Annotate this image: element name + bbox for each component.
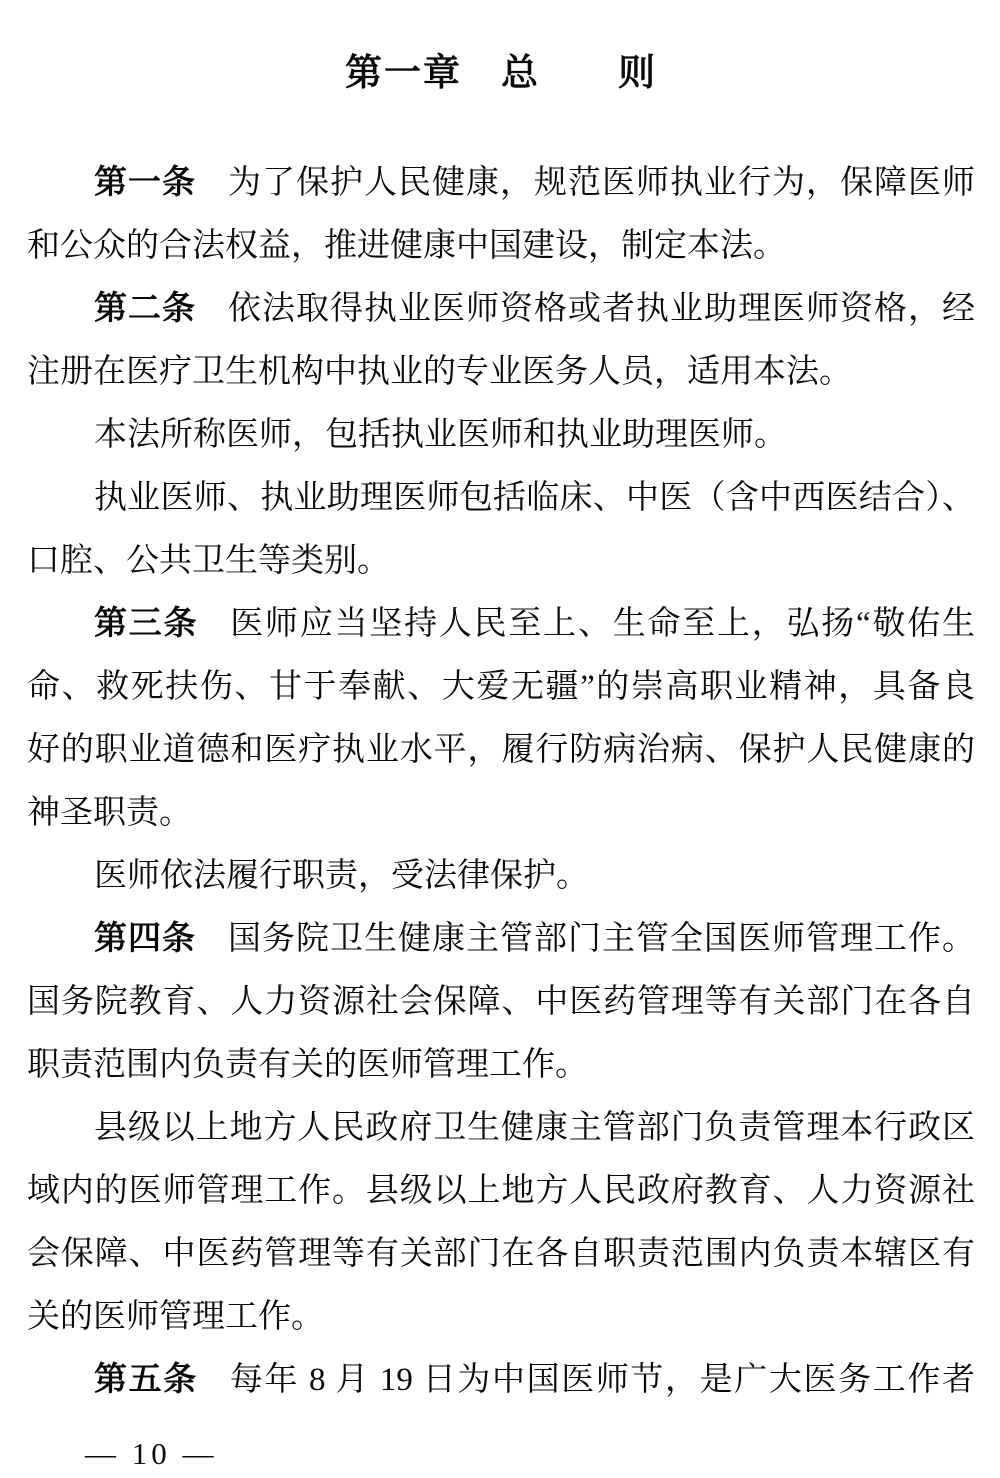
text-line <box>27 341 975 404</box>
line-text: 域内的医师管理工作。县级以上地方人民政府教育、人力资源社 <box>27 1173 975 1209</box>
text-line <box>27 404 975 467</box>
text-line <box>27 530 975 593</box>
text-line <box>27 215 975 278</box>
line-text: 关的医师管理工作。 <box>27 1299 324 1335</box>
paragraph <box>27 1097 975 1349</box>
text-line <box>27 782 975 845</box>
line-text: 职责范围内负责有关的医师管理工作。 <box>27 1047 588 1083</box>
paragraph <box>27 845 975 908</box>
chapter-heading: 第一章 总 则 <box>345 52 657 93</box>
document-body <box>27 152 975 1412</box>
line-text: 神圣职责。 <box>27 795 192 831</box>
line-text: 每年 8 月 19 日为中国医师节，是广大医务工作者 <box>229 1362 975 1398</box>
line-text: 依法取得执业医师资格或者执业助理医师资格，经 <box>228 291 975 327</box>
text-line <box>27 1223 975 1286</box>
text-line <box>27 278 975 341</box>
line-text: 注册在医疗卫生机构中执业的专业医务人员，适用本法。 <box>27 354 852 390</box>
article-number: 第一条 <box>94 165 196 201</box>
line-text: 会保障、中医药管理等有关部门在各自职责范围内负责本辖区有 <box>27 1236 975 1272</box>
article-number: 第二条 <box>94 291 196 327</box>
paragraph <box>27 278 975 404</box>
line-text: 县级以上地方人民政府卫生健康主管部门负责管理本行政区 <box>94 1110 975 1146</box>
line-text: 为了保护人民健康，规范医师执业行为，保障医师 <box>228 165 975 201</box>
text-line <box>27 1034 975 1097</box>
line-text: 国务院教育、人力资源社会保障、中医药管理等有关部门在各自 <box>27 984 975 1020</box>
article-number: 第四条 <box>94 921 196 957</box>
page-number: — 10 — <box>85 1436 218 1471</box>
text-line <box>27 971 975 1034</box>
line-text: 医师应当坚持人民至上、生命至上，弘扬“敬佑生 <box>230 606 975 642</box>
line-text: 国务院卫生健康主管部门主管全国医师管理工作。 <box>228 921 975 957</box>
line-text: 执业医师、执业助理医师包括临床、中医（含中西医结合）、 <box>94 480 975 516</box>
line-text: 本法所称医师，包括执业医师和执业助理医师。 <box>94 417 787 453</box>
text-line <box>27 1097 975 1160</box>
text-line <box>27 845 975 908</box>
text-line <box>27 152 975 215</box>
line-text: 医师依法履行职责，受法律保护。 <box>94 858 589 894</box>
text-line <box>27 467 975 530</box>
article-number: 第五条 <box>94 1362 198 1398</box>
text-line <box>27 1286 975 1349</box>
line-text: 好的职业道德和医疗执业水平，履行防病治病、保护人民健康的 <box>27 732 975 768</box>
article-number: 第三条 <box>94 606 199 642</box>
text-line <box>27 719 975 782</box>
paragraph <box>27 908 975 1097</box>
paragraph <box>27 467 975 593</box>
page-footer <box>38 1400 218 1478</box>
text-line <box>27 656 975 719</box>
text-line <box>27 908 975 971</box>
line-text: 口腔、公共卫生等类别。 <box>27 543 390 579</box>
text-line <box>27 1160 975 1223</box>
paragraph <box>27 152 975 278</box>
paragraph <box>27 593 975 845</box>
text-line <box>27 593 975 656</box>
paragraph <box>27 404 975 467</box>
line-text: 命、救死扶伤、甘于奉献、大爱无疆”的崇高职业精神，具备良 <box>27 669 975 705</box>
line-text: 和公众的合法权益，推进健康中国建设，制定本法。 <box>27 228 786 264</box>
